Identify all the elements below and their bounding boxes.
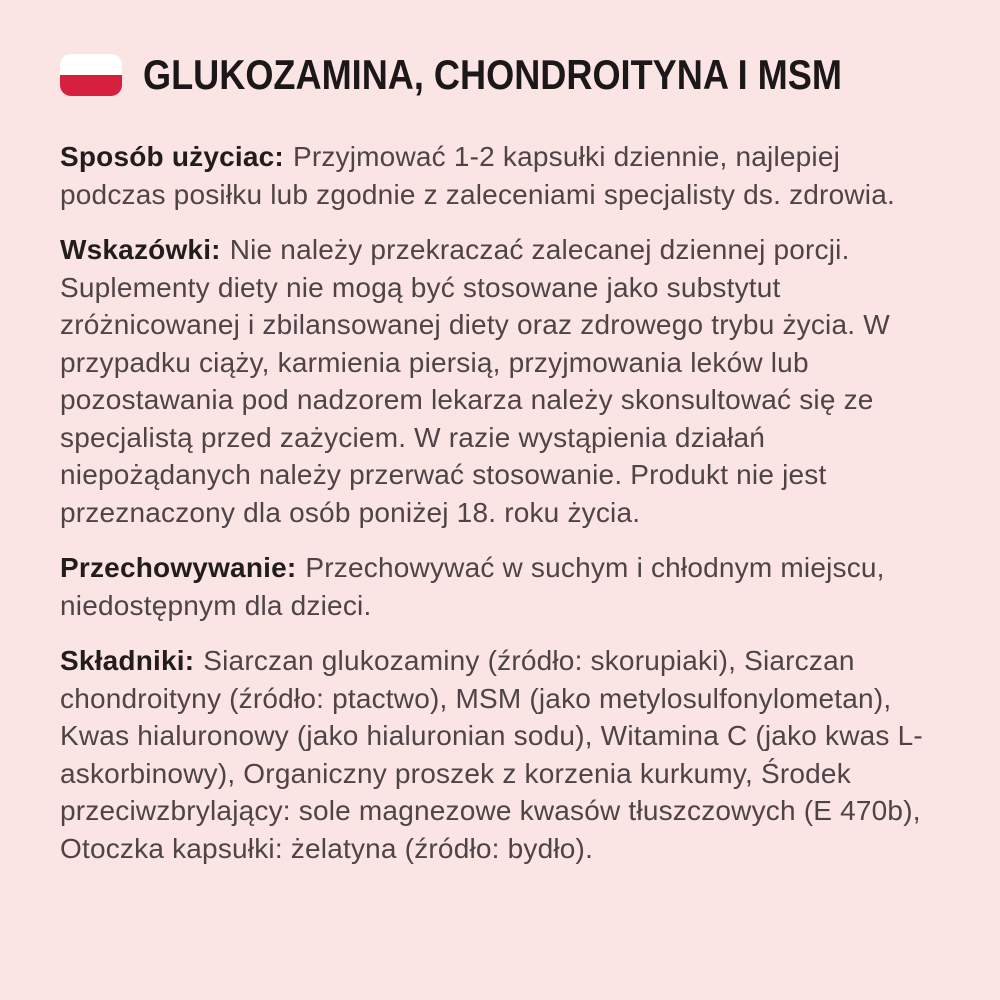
section-ingredients — [60, 642, 945, 867]
section-guidelines-text: Nie należy przekraczać zalecanej dziennej porcji. Suplementy diety nie mogą być stosowane jako substytut zróżnicowanej i zbilansowanej diety oraz zdrowego trybu życia. W przypadku ciąży, karmienia piersią, przyjmowania leków lub pozostawania pod nadzorem lekarza należy skonsultować się ze specjalistą przed zażyciem. W razie wystąpienia działań niepożądanych należy przerwać stosowanie. Produkt nie jest przeznaczony dla osób poniżej 18. roku życia. — [60, 234, 890, 528]
section-usage — [60, 138, 945, 213]
section-storage-label: Przechowywanie: — [60, 552, 297, 583]
section-storage-text: Przechowywać w suchym i chłodnym miejscu, niedostępnym dla dzieci. — [60, 552, 885, 621]
section-usage-label: Sposób użyciac: — [60, 141, 284, 172]
section-ingredients-label: Składniki: — [60, 645, 195, 676]
section-usage-text: Przyjmować 1-2 kapsułki dziennie, najlepiej podczas posiłku lub zgodnie z zaleceniami specjalisty ds. zdrowia. — [60, 141, 895, 210]
section-guidelines — [60, 231, 945, 531]
page-header — [60, 51, 945, 98]
section-guidelines-label: Wskazówki: — [60, 234, 221, 265]
section-ingredients-text: Siarczan glukozaminy (źródło: skorupiaki), Siarczan chondroityny (źródło: ptactwo), MSM (jako metylosulfonylometan), Kwas hialuronowy (jako hialuronian sodu), Witamina C (jako kwas L-askorbinowy), Organiczny proszek z korzenia kurkumy, Środek przeciwzbrylający: sole magnezowe kwasów tłuszczowych (E 470b), Otoczka kapsułki: żelatyna (źródło: bydło). — [60, 645, 923, 864]
page-title: GLUKOZAMINA, CHONDROITYNA I MSM — [143, 51, 842, 98]
poland-flag-icon — [60, 54, 122, 96]
section-storage — [60, 549, 945, 624]
